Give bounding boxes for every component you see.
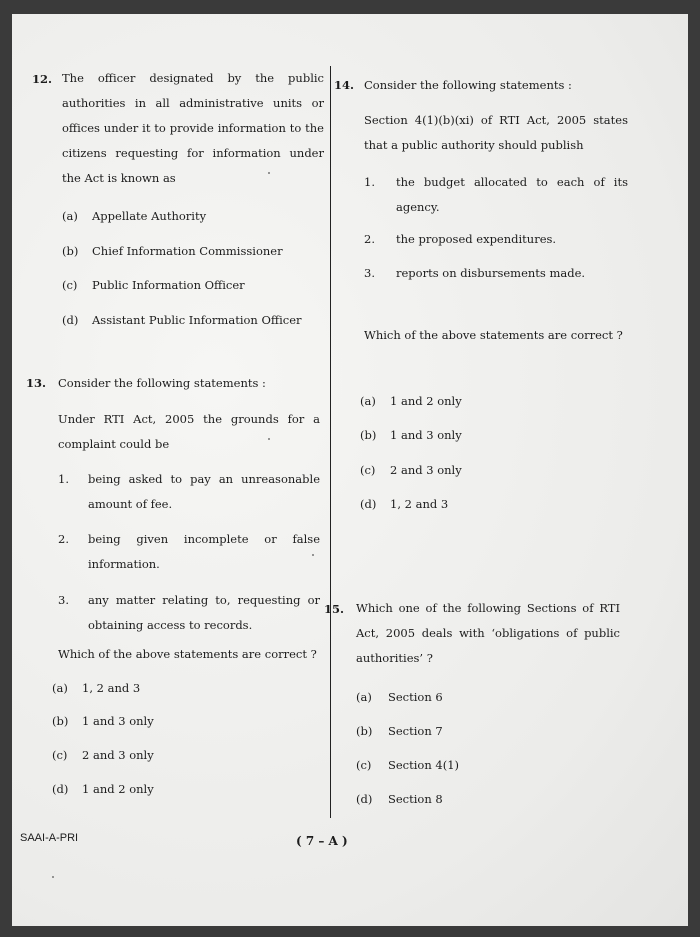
page-number: ( 7 – A ) <box>296 834 348 848</box>
option-text: 2 and 3 only <box>390 463 462 477</box>
option-label: (d) <box>356 792 373 806</box>
option-label: (b) <box>356 724 373 738</box>
q14-heading: Consider the following statements : <box>364 78 572 92</box>
q14-question: Which of the above statements are correct ? <box>364 328 623 342</box>
option-text: Section 6 <box>388 690 443 704</box>
scan-speck <box>268 172 270 174</box>
statement-text: any matter relating to, requesting or obtaining access to records. <box>88 593 320 632</box>
q12-number: 12. <box>32 72 53 86</box>
option-text: Section 8 <box>388 792 443 806</box>
statement-text: the budget allocated to each of its agency. <box>396 175 628 214</box>
q15-number: 15. <box>324 602 345 616</box>
q12-option-a[interactable] <box>62 209 206 223</box>
q12-option-c[interactable] <box>62 278 245 292</box>
statement-number: 2. <box>364 232 375 246</box>
q12-option-d[interactable] <box>62 313 302 327</box>
option-text: Public Information Officer <box>92 278 245 292</box>
option-text: Chief Information Commissioner <box>92 244 283 258</box>
option-label: (c) <box>52 748 68 762</box>
q13-option-b[interactable] <box>52 714 154 728</box>
q14-option-a[interactable] <box>360 394 462 408</box>
q14-statement-1 <box>364 170 628 220</box>
option-text: Assistant Public Information Officer <box>92 313 302 327</box>
statement-number: 3. <box>364 266 375 280</box>
statement-number: 1. <box>364 175 375 189</box>
statement-number: 1. <box>58 472 69 486</box>
option-text: Appellate Authority <box>92 209 207 223</box>
q14-intro: Section 4(1)(b)(xi) of RTI Act, 2005 states that a public authority should publish <box>364 113 628 152</box>
option-label: (a) <box>360 394 376 408</box>
option-label: (a) <box>52 681 68 695</box>
q14-option-d[interactable] <box>360 497 448 511</box>
option-text: 1, 2 and 3 <box>390 497 449 511</box>
scan-speck <box>52 876 54 878</box>
statement-text: reports on disbursements made. <box>396 266 586 280</box>
q15-option-b[interactable] <box>356 724 443 738</box>
scan-speck <box>312 554 314 556</box>
option-text: 2 and 3 only <box>82 748 154 762</box>
option-label: (d) <box>52 782 69 796</box>
q13-statement-3 <box>58 588 320 638</box>
paper-code: SAAI-A-PRI <box>20 832 79 844</box>
q13-question: Which of the above statements are correct ? <box>58 647 317 661</box>
option-text: Section 7 <box>388 724 443 738</box>
option-label: (a) <box>62 209 78 223</box>
option-text: 1 and 2 only <box>82 782 154 796</box>
q13-heading: Consider the following statements : <box>58 376 266 390</box>
scan-speck <box>268 438 270 440</box>
column-divider <box>330 66 331 818</box>
statement-number: 2. <box>58 532 69 546</box>
exam-page <box>12 14 688 926</box>
option-label: (b) <box>360 428 377 442</box>
q14-option-c[interactable] <box>360 463 462 477</box>
q15-text: Which one of the following Sections of RTI Act, 2005 deals with ‘obligations of public authorities’ ? <box>356 601 620 665</box>
statement-number: 3. <box>58 593 69 607</box>
q14-statement-3 <box>364 261 628 286</box>
q15-option-d[interactable] <box>356 792 443 806</box>
statement-text: being given incomplete or false information. <box>88 532 320 571</box>
q14-option-b[interactable] <box>360 428 462 442</box>
q13-number: 13. <box>26 376 47 390</box>
q12-option-b[interactable] <box>62 244 283 258</box>
option-label: (c) <box>356 758 372 772</box>
q15-option-a[interactable] <box>356 690 443 704</box>
option-label: (c) <box>360 463 376 477</box>
q13-option-d[interactable] <box>52 782 154 796</box>
q14-number: 14. <box>334 78 355 92</box>
option-text: 1, 2 and 3 <box>82 681 141 695</box>
option-label: (d) <box>360 497 377 511</box>
statement-text: the proposed expenditures. <box>396 232 557 246</box>
option-text: 1 and 3 only <box>82 714 154 728</box>
q13-option-a[interactable] <box>52 681 140 695</box>
option-text: 1 and 3 only <box>390 428 462 442</box>
option-label: (a) <box>356 690 372 704</box>
option-label: (b) <box>52 714 69 728</box>
q13-intro: Under RTI Act, 2005 the grounds for a complaint could be <box>58 412 320 451</box>
q13-statement-2 <box>58 527 320 577</box>
option-label: (c) <box>62 278 78 292</box>
q13-statement-1 <box>58 467 320 517</box>
q13-option-c[interactable] <box>52 748 154 762</box>
option-text: 1 and 2 only <box>390 394 462 408</box>
statement-text: being asked to pay an unreasonable amount of fee. <box>88 472 320 511</box>
q14-statement-2 <box>364 227 628 252</box>
q15-option-c[interactable] <box>356 758 459 772</box>
option-label: (b) <box>62 244 79 258</box>
option-label: (d) <box>62 313 79 327</box>
q12-text: The officer designated by the public authorities in all administrative units or offices under it to provide information to the citizens requesting for information under the Act is known as <box>62 71 324 185</box>
option-text: Section 4(1) <box>388 758 460 772</box>
